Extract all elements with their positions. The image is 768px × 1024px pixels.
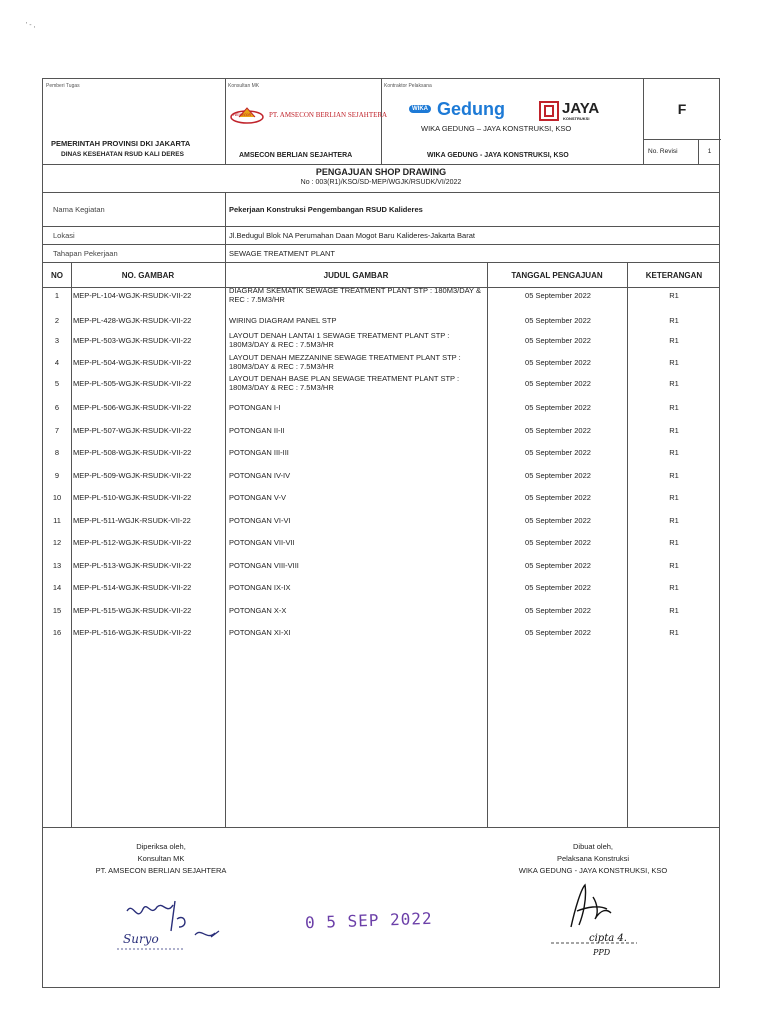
page-corner-mark: ' - , <box>26 22 36 29</box>
drawing-code: MEP-PL-504-WGJK-RSUDK-VII-22 <box>73 358 192 367</box>
drawing-title: WIRING DIAGRAM PANEL STP <box>229 316 337 325</box>
col-header-keterangan: KETERANGAN <box>645 271 703 280</box>
form-code: F <box>677 101 687 117</box>
revisi-value: 1 <box>707 148 712 155</box>
row-number: 9 <box>54 471 60 480</box>
col-line-2 <box>225 263 226 827</box>
konsultan-label: Konsultan MK <box>228 83 260 89</box>
date-received-stamp: 0 5 SEP 2022 <box>304 908 433 933</box>
form-title: PENGAJUAN SHOP DRAWING <box>315 167 447 177</box>
row-number: 15 <box>52 606 62 615</box>
row-number: 10 <box>52 493 62 502</box>
col-line-3 <box>487 263 488 827</box>
consultant-signature-name: Suryo <box>123 932 159 946</box>
remark: R1 <box>669 403 679 412</box>
submission-date: 05 September 2022 <box>525 316 591 325</box>
tahapan-value: SEWAGE TREATMENT PLANT <box>229 249 335 258</box>
drawing-title: LAYOUT DENAH MEZZANINE SEWAGE TREATMENT PLANT STP : 180M3/DAY & REC : 7.5M3/HR <box>229 353 461 371</box>
revisi-label: No. Revisi <box>648 148 678 155</box>
drawing-title: POTONGAN X-X <box>229 606 287 615</box>
drawing-code: MEP-PL-508-WGJK-RSUDK-VII-22 <box>73 448 192 457</box>
drawing-code: MEP-PL-506-WGJK-RSUDK-VII-22 <box>73 403 192 412</box>
submission-date: 05 September 2022 <box>525 628 591 637</box>
kontraktor-logos <box>409 101 639 123</box>
remark: R1 <box>669 471 679 480</box>
remark: R1 <box>669 628 679 637</box>
drawing-title: POTONGAN II-II <box>229 426 285 435</box>
drawing-code: MEP-PL-513-WGJK-RSUDK-VII-22 <box>73 561 192 570</box>
form-number: No : 003(R1)/KSO/SD-MEP/WGJK/RSUDK/VI/2022 <box>300 179 462 186</box>
lokasi-label: Lokasi <box>53 231 75 240</box>
made-by-block <box>503 841 683 877</box>
revisi-divider <box>643 139 721 140</box>
kontraktor-label: Kontraktor Pelaksana <box>384 83 432 89</box>
row-number: 2 <box>54 316 60 325</box>
row-number: 16 <box>52 628 62 637</box>
drawing-code: MEP-PL-503-WGJK-RSUDK-VII-22 <box>73 336 192 345</box>
row-number: 14 <box>52 583 62 592</box>
col-header-tanggal: TANGGAL PENGAJUAN <box>511 271 603 280</box>
made-by-line2: Pelaksana Konstruksi <box>556 854 630 863</box>
submission-date: 05 September 2022 <box>525 336 591 345</box>
row-number: 8 <box>54 448 60 457</box>
drawing-code: MEP-PL-511-WGJK-RSUDK-VII-22 <box>73 516 191 525</box>
submission-date: 05 September 2022 <box>525 471 591 480</box>
col-line-1 <box>71 263 72 827</box>
submission-date: 05 September 2022 <box>525 291 591 300</box>
pemberi-tugas-name: PEMERINTAH PROVINSI DKI JAKARTA <box>51 139 191 148</box>
shop-drawing-form <box>42 78 720 988</box>
col-header-no-gambar: NO. GAMBAR <box>121 271 175 280</box>
drawing-title: POTONGAN V-V <box>229 493 286 502</box>
remark: R1 <box>669 426 679 435</box>
remark: R1 <box>669 493 679 502</box>
jaya-logo-icon <box>539 101 559 121</box>
header-divider-1 <box>225 79 226 165</box>
drawing-code: MEP-PL-428-WGJK-RSUDK-VII-22 <box>73 316 192 325</box>
drawing-code: MEP-PL-516-WGJK-RSUDK-VII-22 <box>73 628 192 637</box>
submission-date: 05 September 2022 <box>525 516 591 525</box>
wika-logo-badge: WIKA <box>409 105 431 113</box>
submission-date: 05 September 2022 <box>525 606 591 615</box>
drawing-code: MEP-PL-104-WGJK-RSUDK-VII-22 <box>73 291 192 300</box>
remark: R1 <box>669 379 679 388</box>
submission-date: 05 September 2022 <box>525 561 591 570</box>
konsultan-logo-brand: Amsecon <box>233 113 252 118</box>
checked-by-block <box>73 841 249 877</box>
row-number: 12 <box>52 538 62 547</box>
remark: R1 <box>669 606 679 615</box>
tahapan-row <box>43 245 719 263</box>
remark: R1 <box>669 336 679 345</box>
remark: R1 <box>669 516 679 525</box>
drawing-title: POTONGAN VI-VI <box>229 516 291 525</box>
drawing-title: POTONGAN III-III <box>229 448 289 457</box>
remark: R1 <box>669 583 679 592</box>
checked-by-line3: PT. AMSECON BERLIAN SEJAHTERA <box>95 866 227 875</box>
row-number: 5 <box>54 379 60 388</box>
remark: R1 <box>669 448 679 457</box>
remark: R1 <box>669 291 679 300</box>
drawing-title: LAYOUT DENAH LANTAI 1 SEWAGE TREATMENT PLANT STP : 180M3/DAY & REC : 7.5M3/HR <box>229 331 450 349</box>
kegiatan-label: Nama Kegiatan <box>53 205 105 214</box>
drawing-title: POTONGAN I-I <box>229 403 281 412</box>
drawing-title: DIAGRAM SKEMATIK SEWAGE TREATMENT PLANT STP : 180M3/DAY & REC : 7.5M3/HR <box>229 286 482 304</box>
info-divider <box>225 193 226 263</box>
kontraktor-name: WIKA GEDUNG - JAYA KONSTRUKSI, KSO <box>427 152 569 159</box>
col-header-no: NO <box>51 271 63 280</box>
header-divider-2 <box>381 79 382 165</box>
drawing-code: MEP-PL-510-WGJK-RSUDK-VII-22 <box>73 493 192 502</box>
header-divider-3 <box>643 79 644 165</box>
contractor-signature-name: cipta 4. <box>589 933 627 944</box>
row-number: 7 <box>54 426 60 435</box>
submission-date: 05 September 2022 <box>525 358 591 367</box>
remark: R1 <box>669 316 679 325</box>
drawing-code: MEP-PL-512-WGJK-RSUDK-VII-22 <box>73 538 192 547</box>
drawing-title: POTONGAN VIII-VIII <box>229 561 299 570</box>
row-number: 1 <box>54 291 60 300</box>
col-header-judul: JUDUL GAMBAR <box>323 271 389 280</box>
submission-date: 05 September 2022 <box>525 493 591 502</box>
checked-by-line1: Diperiksa oleh, <box>136 842 186 851</box>
drawing-title: POTONGAN IV-IV <box>229 471 291 480</box>
submission-date: 05 September 2022 <box>525 379 591 388</box>
gedung-logo: Gedung <box>437 99 505 119</box>
kegiatan-value: Pekerjaan Konstruksi Pengembangan RSUD Kalideres <box>229 205 423 214</box>
table-bottom-line <box>43 827 719 828</box>
drawing-code: MEP-PL-514-WGJK-RSUDK-VII-22 <box>73 583 192 592</box>
lokasi-value: Jl.Bedugul Blok NA Perumahan Daan Mogot Baru Kalideres-Jakarta Barat <box>229 231 475 240</box>
drawing-code: MEP-PL-505-WGJK-RSUDK-VII-22 <box>73 379 192 388</box>
row-number: 13 <box>52 561 62 570</box>
remark: R1 <box>669 358 679 367</box>
jaya-logo-sub: KONSTRUKSI <box>563 116 590 121</box>
row-number: 6 <box>54 403 60 412</box>
konsultan-logo-text: PT. AMSECON BERLIAN SEJAHTERA <box>269 111 388 119</box>
tahapan-label: Tahapan Pekerjaan <box>53 249 118 258</box>
drawing-title: POTONGAN XI-XI <box>229 628 291 637</box>
jaya-logo-text: JAYA <box>562 100 600 117</box>
row-number: 3 <box>54 336 60 345</box>
pemberi-tugas-sub: DINAS KESEHATAN RSUD KALI DERES <box>61 151 184 158</box>
drawing-code: MEP-PL-507-WGJK-RSUDK-VII-22 <box>73 426 192 435</box>
remark: R1 <box>669 538 679 547</box>
konsultan-name: AMSECON BERLIAN SEJAHTERA <box>239 152 353 159</box>
submission-date: 05 September 2022 <box>525 403 591 412</box>
submission-date: 05 September 2022 <box>525 538 591 547</box>
drawing-code: MEP-PL-509-WGJK-RSUDK-VII-22 <box>73 471 192 480</box>
pemberi-tugas-label: Pemberi Tugas <box>46 83 80 89</box>
drawing-title: POTONGAN VII-VII <box>229 538 295 547</box>
consultant-signature <box>115 897 245 957</box>
submission-date: 05 September 2022 <box>525 426 591 435</box>
drawing-code: MEP-PL-515-WGJK-RSUDK-VII-22 <box>73 606 192 615</box>
made-by-line1: Dibuat oleh, <box>572 842 614 851</box>
submission-date: 05 September 2022 <box>525 583 591 592</box>
drawing-title: POTONGAN IX-IX <box>229 583 291 592</box>
contractor-signature-sub: PPD <box>593 948 611 957</box>
checked-by-line2: Konsultan MK <box>137 854 185 863</box>
kontraktor-caption: WIKA GEDUNG – JAYA KONSTRUKSI, KSO <box>421 124 572 133</box>
row-number: 4 <box>54 358 60 367</box>
konsultan-logo <box>229 105 388 125</box>
made-by-line3: WIKA GEDUNG - JAYA KONSTRUKSI, KSO <box>518 866 668 875</box>
drawing-title: LAYOUT DENAH BASE PLAN SEWAGE TREATMENT PLANT STP : 180M3/DAY & REC : 7.5M3/HR <box>229 374 460 392</box>
contractor-signature <box>541 879 651 959</box>
row-number: 11 <box>53 516 61 525</box>
remark: R1 <box>669 561 679 570</box>
submission-date: 05 September 2022 <box>525 448 591 457</box>
